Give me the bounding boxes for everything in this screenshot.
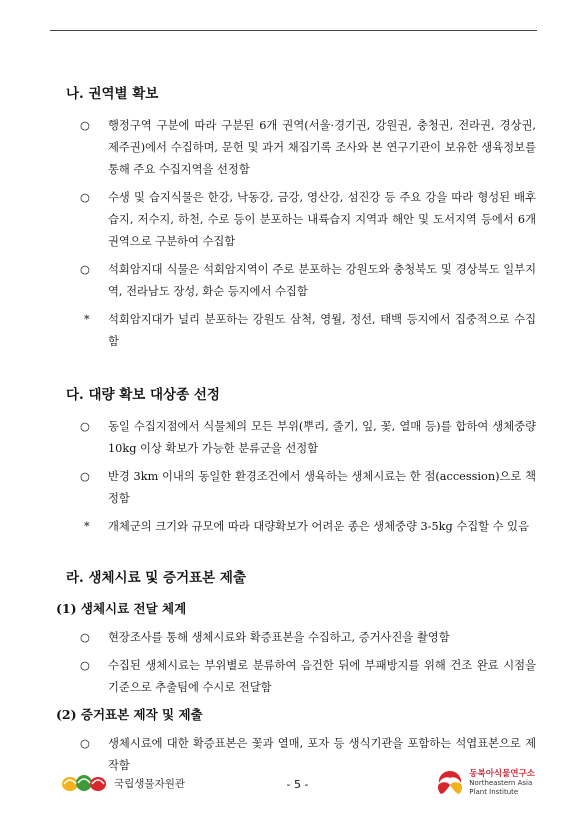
- note-item: [66, 516, 536, 538]
- item-text: 동일 수집지점에서 식물체의 모든 부위(뿌리, 줄기, 잎, 꽃, 열매 등)를 합하여 생체중량 10kg 이상 확보가 가능한 분류군을 선정함: [108, 420, 536, 455]
- bullet-marker: ○: [80, 263, 90, 276]
- bullet-marker: ○: [80, 659, 90, 672]
- note-marker: *: [84, 520, 90, 533]
- section-submission: [56, 566, 536, 777]
- item-text: 행정구역 구분에 따라 구분된 6개 권역(서울·경기권, 강원권, 충청권, 전라권, 경상권, 제주권)에서 수집하며, 문헌 및 과거 채집기록 조사와 본 연구기관이 보유한 생육정보를 통해 주요 수집지역을 선정함: [108, 119, 536, 176]
- napi-name: [469, 770, 535, 797]
- document-body: [56, 82, 536, 783]
- napi-name-ko: 동북아식물연구소: [469, 768, 535, 779]
- page-footer: [60, 768, 535, 802]
- item-text: 석회암지대가 널리 분포하는 강원도 삼척, 영월, 정선, 태백 등지에서 집중적으로 수집함: [108, 313, 536, 348]
- napi-logo: [435, 768, 535, 798]
- section-regional: [66, 82, 536, 353]
- bullet-marker: ○: [80, 737, 90, 750]
- item-text: 생체시료에 대한 확증표본은 꽃과 열매, 포자 등 생식기관을 포함하는 석엽표본으로 제작함: [108, 737, 536, 772]
- subsection-heading: (2) 증거표본 제작 및 제출: [56, 707, 203, 722]
- napi-emblem-icon: [435, 768, 465, 798]
- list-item: [66, 416, 536, 460]
- item-text: 개체군의 크기와 규모에 따라 대량확보가 어려운 종은 생체중량 3-5kg 수집할 수 있음: [108, 520, 529, 533]
- list-item: [66, 187, 536, 253]
- section-heading: 다. 대량 확보 대상종 선정: [66, 387, 220, 403]
- note-marker: *: [84, 313, 90, 326]
- bullet-marker: ○: [80, 470, 90, 483]
- item-text: 현장조사를 통해 생체시료와 확증표본을 수집하고, 증거사진을 촬영함: [108, 631, 450, 644]
- header-rule: [50, 30, 537, 31]
- list-item: [66, 115, 536, 181]
- napi-name-en-2: Plant Institute: [469, 787, 519, 796]
- item-text: 석회암지대 식물은 석회암지역이 주로 분포하는 강원도와 충청북도 및 경상북도 일부지역, 전라남도 장성, 화순 등지에서 수집함: [108, 263, 536, 298]
- list-item: [66, 627, 536, 649]
- list-item: [66, 259, 536, 303]
- list-item: [66, 466, 536, 510]
- bullet-marker: ○: [80, 119, 90, 132]
- bullet-marker: ○: [80, 420, 90, 433]
- bullet-marker: ○: [80, 631, 90, 644]
- list-item: [66, 655, 536, 699]
- section-heading: 나. 권역별 확보: [66, 86, 159, 102]
- item-text: 수집된 생체시료는 부위별로 분류하여 음건한 뒤에 부패방지를 위해 건조 완료 시점을 기준으로 추출팀에 수시로 전달함: [108, 659, 536, 694]
- subsection-heading: (1) 생체시료 전달 체계: [56, 601, 187, 616]
- item-text: 수생 및 습지식물은 한강, 낙동강, 금강, 영산강, 섬진강 등 주요 강을 따라 형성된 배후습지, 저수지, 하천, 수로 등이 분포하는 내륙습지 지역과 해안 및 도서지역 등에서 6개 권역으로 구분하여 수집함: [108, 191, 536, 248]
- napi-name-en-1: Northeastern Asia: [469, 778, 533, 787]
- note-item: [66, 309, 536, 353]
- bullet-marker: ○: [80, 191, 90, 204]
- item-text: 반경 3km 이내의 동일한 환경조건에서 생육하는 생체시료는 한 점(accession)으로 책정함: [108, 470, 536, 505]
- nibr-name: 국립생물자원관: [114, 777, 186, 790]
- page-number: - 5 -: [286, 778, 309, 791]
- section-mass-target: [66, 383, 536, 538]
- section-heading: 라. 생체시료 및 증거표본 제출: [66, 570, 246, 586]
